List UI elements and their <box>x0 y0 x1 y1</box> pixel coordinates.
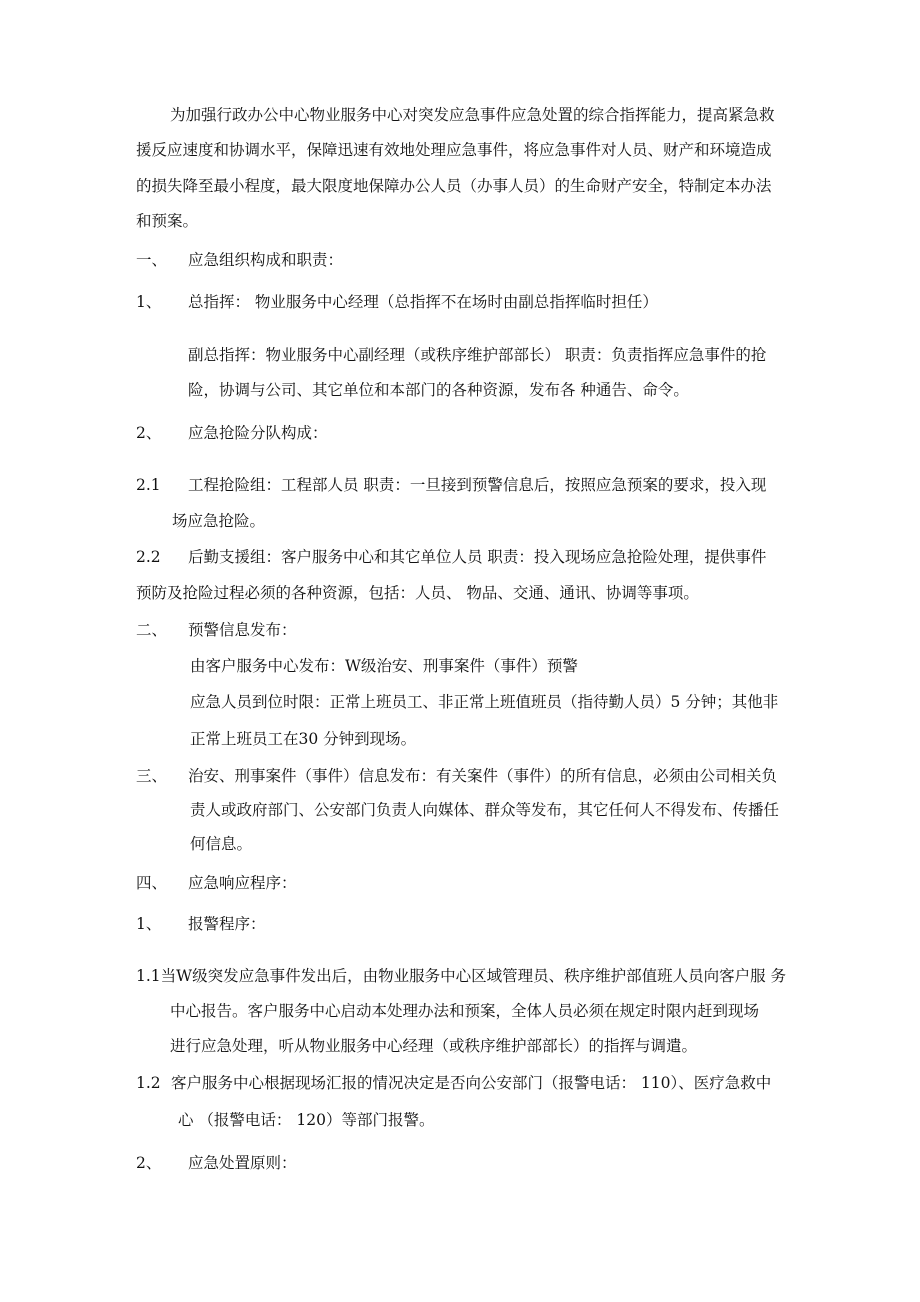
section-4-title: 应急响应程序： <box>188 874 297 892</box>
item-2-2-line-2: 预防及抢险过程必须的各种资源，包括：人员、 物品、交通、通讯、协调等事项。 <box>136 584 699 602</box>
item-2-text: 应急抢险分队构成： <box>188 424 328 442</box>
section-2-line-2: 应急人员到位时限：正常上班员工、非正常上班值班员（指待勤人员）5 分钟；其他非 <box>190 693 779 711</box>
section-3-line-3: 何信息。 <box>190 835 253 853</box>
item-4-1-1-line-1: 1.1当W级突发应急事件发出后，由物业服务中心区域管理员、秩序维护部值班人员向客户服 务 <box>136 967 787 985</box>
section-3-number: 三、 <box>136 767 168 785</box>
intro-line-1: 为加强行政办公中心物业服务中心对突发应急事件应急处置的综合指挥能力，提高紧急救 <box>170 106 775 124</box>
section-4-number: 四、 <box>136 874 168 892</box>
item-4-2-text: 应急处置原则： <box>188 1154 297 1172</box>
section-2-title: 预警信息发布： <box>188 621 297 639</box>
section-3-line-1: 治安、刑事案件（事件）信息发布：有关案件（事件）的所有信息，必须由公司相关负 <box>188 767 778 785</box>
item-1-text: 总指挥： 物业服务中心经理（总指挥不在场时由副总指挥临时担任） <box>188 293 658 311</box>
section-3-line-2: 责人或政府部门、公安部门负责人向媒体、群众等发布，其它任何人不得发布、传播任 <box>190 801 780 819</box>
item-4-1-2-line-2: 心 （报警电话： 120）等部门报警。 <box>178 1111 435 1129</box>
item-2-number: 2、 <box>136 424 162 442</box>
item-1-number: 1、 <box>136 293 162 311</box>
intro-line-3: 的损失降至最小程度，最大限度地保障办公人员（办事人员）的生命财产安全，特制定本办法 <box>136 177 772 195</box>
section-2-line-3: 正常上班员工在30 分钟到现场。 <box>190 730 417 748</box>
section-2-number: 二、 <box>136 621 168 639</box>
item-4-1-2-number: 1.2 <box>136 1074 161 1092</box>
item-4-1-number: 1、 <box>136 915 162 933</box>
section-2-line-1: 由客户服务中心发布：W级治安、刑事案件（事件）预警 <box>190 657 578 675</box>
item-1-sub-line-1: 副总指挥：物业服务中心副经理（或秩序维护部部长） 职责：负责指挥应急事件的抢 <box>188 346 767 364</box>
item-2-1-line-1: 工程抢险组：工程部人员 职责：一旦接到预警信息后，按照应急预案的要求，投入现 <box>188 476 767 494</box>
item-4-1-text: 报警程序： <box>188 915 266 933</box>
item-4-1-2-line-1: 客户服务中心根据现场汇报的情况决定是否向公安部门（报警电话： 110）、医疗急救中 <box>171 1074 772 1092</box>
item-2-1-number: 2.1 <box>136 476 161 494</box>
item-4-2-number: 2、 <box>136 1154 162 1172</box>
item-4-1-1-line-2: 中心报告。客户服务中心启动本处理办法和预案，全体人员必须在规定时限内赶到现场 <box>170 1002 760 1020</box>
item-1-sub-line-2: 险，协调与公司、其它单位和本部门的各种资源，发布各 种通告、命令。 <box>188 381 689 399</box>
intro-line-4: 和预案。 <box>136 212 199 230</box>
item-4-1-1-line-3: 进行应急处理，听从物业服务中心经理（或秩序维护部部长）的指挥与调遣。 <box>170 1037 698 1055</box>
section-1-number: 一、 <box>136 251 168 269</box>
section-1-title: 应急组织构成和职责： <box>188 251 344 269</box>
item-2-2-number: 2.2 <box>136 548 161 566</box>
item-2-2-line-1: 后勤支援组：客户服务中心和其它单位人员 职责：投入现场应急抢险处理，提供事件 <box>188 548 767 566</box>
intro-line-2: 援反应速度和协调水平，保障迅速有效地处理应急事件，将应急事件对人员、财产和环境造成 <box>136 141 772 159</box>
item-2-1-line-2: 场应急抢险。 <box>172 512 266 530</box>
